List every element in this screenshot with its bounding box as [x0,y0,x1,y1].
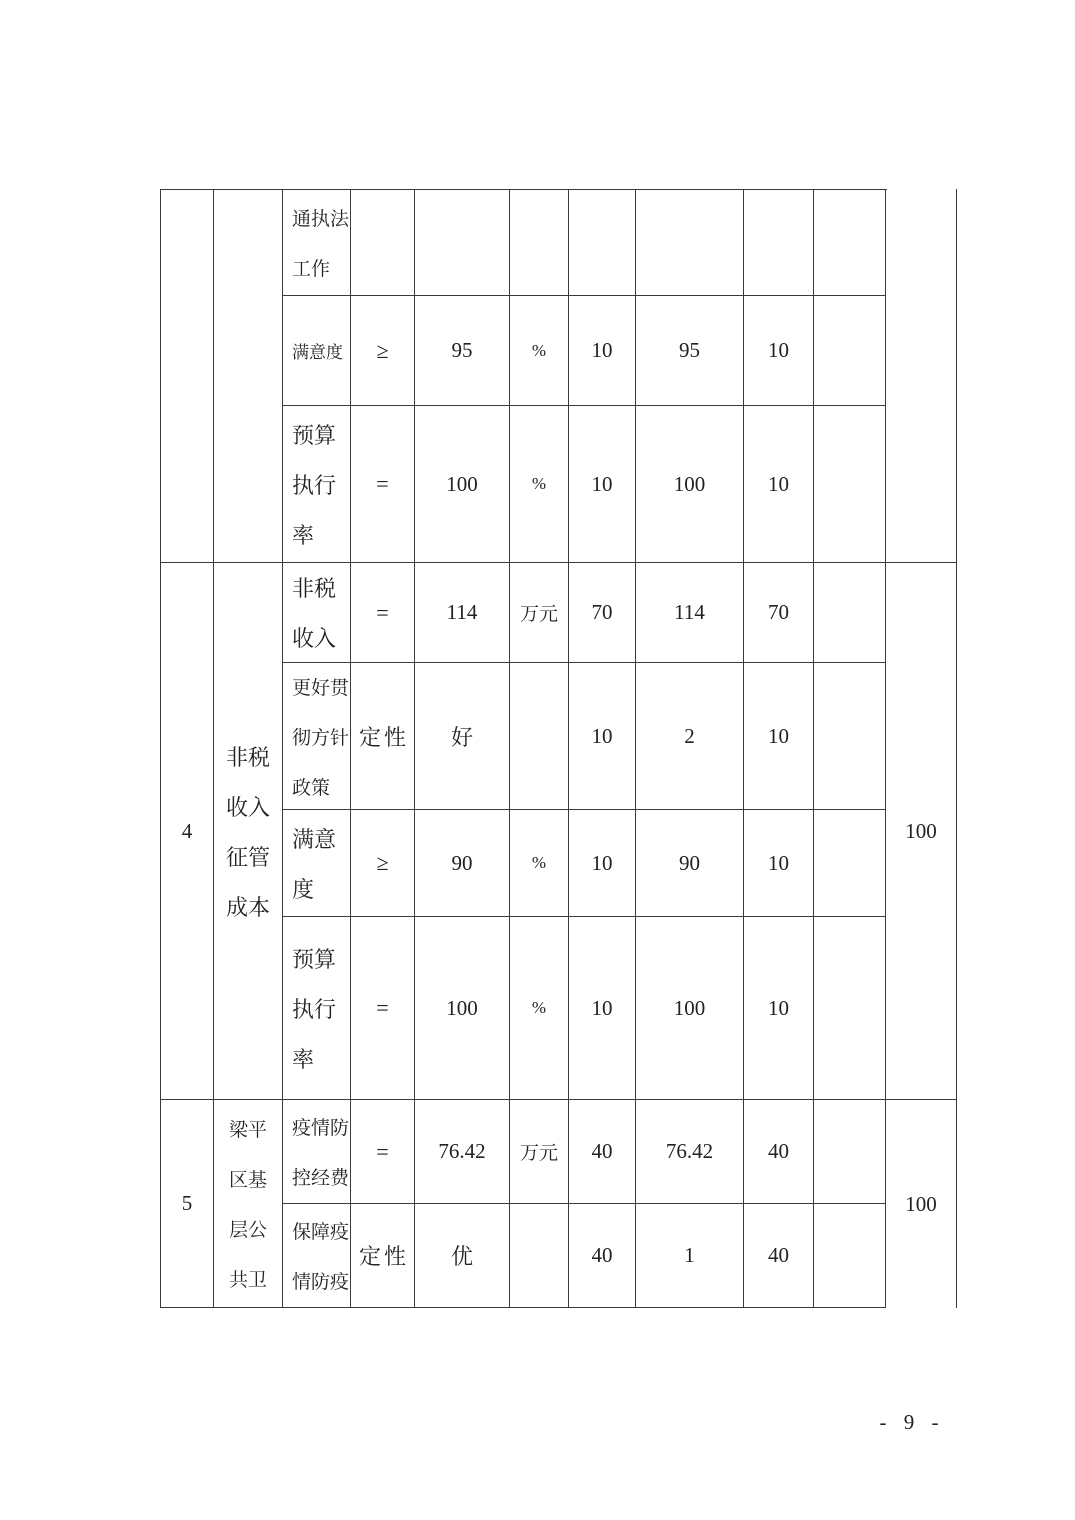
notes-cell [814,663,886,810]
target-value-cell: 100 [415,406,510,563]
target-value-cell: 优 [415,1204,510,1308]
indicator-line: 彻方针 [292,727,350,749]
indicator-name [292,813,336,913]
table-top-border [161,189,887,190]
indicator-line: 工作 [292,258,331,280]
weight-cell [569,189,636,296]
indicator-line: 更好贯 [292,677,350,699]
indicator-line: 疫情防 [292,1118,350,1139]
symbol-cell: = [351,1100,415,1204]
indicator-line: 保障疫 [292,1222,350,1243]
weight-cell: 10 [569,917,636,1100]
unit-cell: % [510,296,569,406]
project-line: 梁平 [228,1120,267,1141]
page-number: - 9 - [879,1410,945,1434]
unit-cell: 万元 [510,1100,569,1204]
target-value-cell: 95 [415,296,510,406]
weight-cell: 40 [569,1204,636,1308]
notes-cell [814,1100,886,1204]
symbol-cell: ≥ [351,810,415,917]
indicator-name [292,663,349,810]
project-line: 征管 [225,844,270,870]
target-value-cell: 76.42 [415,1100,510,1204]
project-line: 收入 [225,794,270,820]
indicator-name [292,563,336,663]
weight-cell: 10 [569,406,636,563]
target-value-cell: 100 [415,917,510,1100]
project-line: 层公 [228,1220,267,1241]
symbol-cell: = [351,563,415,663]
symbol-cell: 定性 [351,663,415,810]
notes-cell [814,406,886,563]
indicator-line: 政策 [292,777,331,799]
indicator-line: 满意 [292,826,337,852]
indicator-line: 满意度 [292,343,343,362]
notes-cell [814,296,886,406]
indicator-name [292,192,349,292]
unit-cell [510,663,569,810]
indicator-line: 收入 [292,626,337,651]
score-cell: 40 [744,1204,814,1308]
actual-value-cell: 2 [636,663,744,810]
indicator-cell [283,406,351,563]
indicator-name [292,326,343,376]
project-line: 非税 [225,744,270,770]
score-cell: 10 [744,296,814,406]
score-cell: 10 [744,663,814,810]
indicator-line: 执行 [292,472,337,498]
notes-cell [814,189,886,296]
symbol-cell: 定性 [351,1204,415,1308]
actual-value-cell: 114 [636,563,744,663]
notes-cell [814,563,886,663]
weight-cell: 10 [569,663,636,810]
performance-table [160,189,957,1308]
project-line: 区基 [228,1170,267,1191]
total-score-cell: 100 [886,563,957,1100]
indicator-name [292,933,336,1083]
project-name [226,731,270,931]
indicator-line: 执行 [292,996,337,1022]
score-cell: 40 [744,1100,814,1204]
indicator-line: 情防疫 [292,1272,350,1293]
weight-cell: 10 [569,296,636,406]
serial-cell [161,189,214,563]
indicator-cell [283,1204,351,1308]
indicator-cell [283,917,351,1100]
notes-cell [814,1204,886,1308]
weight-cell: 70 [569,563,636,663]
indicator-line: 预算 [292,946,337,972]
project-line: 共卫 [228,1270,267,1291]
total-score-cell [886,189,957,563]
unit-cell: % [510,917,569,1100]
total-score-cell: 100 [886,1100,957,1308]
notes-cell [814,917,886,1100]
target-value-cell: 114 [415,563,510,663]
actual-value-cell: 1 [636,1204,744,1308]
indicator-name [292,409,336,559]
notes-cell [814,810,886,917]
unit-cell: 万元 [510,563,569,663]
unit-cell: % [510,406,569,563]
indicator-cell [283,189,351,296]
symbol-cell: = [351,917,415,1100]
score-cell: 70 [744,563,814,663]
indicator-line: 非税 [292,576,337,601]
unit-cell [510,189,569,296]
actual-value-cell: 95 [636,296,744,406]
target-value-cell: 90 [415,810,510,917]
indicator-cell [283,1100,351,1204]
target-value-cell [415,189,510,296]
actual-value-cell: 76.42 [636,1100,744,1204]
score-cell [744,189,814,296]
actual-value-cell: 90 [636,810,744,917]
symbol-cell: ≥ [351,296,415,406]
indicator-cell [283,810,351,917]
indicator-line: 率 [292,522,315,548]
project-name [229,1104,267,1304]
indicator-line: 预算 [292,422,337,448]
indicator-cell [283,663,351,810]
indicator-line: 率 [292,1046,315,1072]
indicator-line: 通执法 [292,208,350,230]
serial-cell: 4 [161,563,214,1100]
actual-value-cell: 100 [636,406,744,563]
project-cell [214,563,283,1100]
serial-cell: 5 [161,1100,214,1308]
score-cell: 10 [744,810,814,917]
unit-cell [510,1204,569,1308]
actual-value-cell [636,189,744,296]
indicator-cell [283,296,351,406]
score-cell: 10 [744,917,814,1100]
indicator-name [292,1102,349,1202]
weight-cell: 10 [569,810,636,917]
symbol-cell: = [351,406,415,563]
target-value-cell: 好 [415,663,510,810]
indicator-name [292,1206,349,1306]
indicator-line: 度 [292,876,315,902]
indicator-cell [283,563,351,663]
indicator-line: 控经费 [292,1168,350,1189]
project-cell [214,189,283,563]
weight-cell: 40 [569,1100,636,1204]
symbol-cell [351,189,415,296]
score-cell: 10 [744,406,814,563]
actual-value-cell: 100 [636,917,744,1100]
project-line: 成本 [225,894,270,920]
unit-cell: % [510,810,569,917]
project-cell [214,1100,283,1308]
